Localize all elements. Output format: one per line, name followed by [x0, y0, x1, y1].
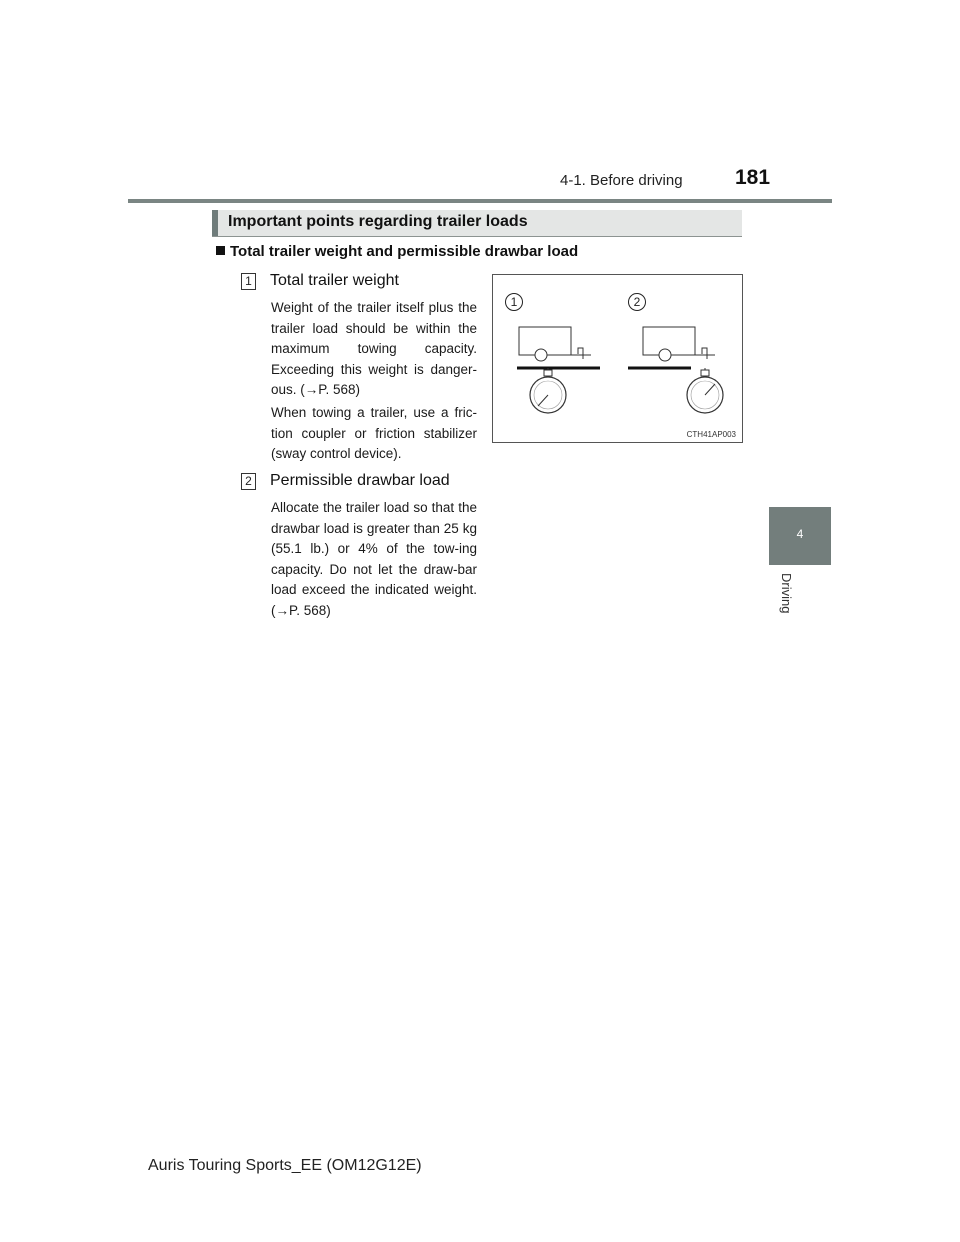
figure-code: CTH41AP003: [686, 430, 736, 439]
chapter-number: 4: [796, 527, 804, 541]
footer-model: Auris Touring Sports_EE (OM12G12E): [148, 1157, 422, 1174]
section-bar-accent: [212, 210, 218, 236]
subheading-text: Total trailer weight and permissible drawbar load: [230, 243, 579, 260]
chapter-tab: [769, 507, 831, 565]
callout-1-label: 1: [510, 295, 518, 309]
item-1-paragraph-1: Weight of the trailer itself plus the trailer load should be within the maximum towing capacity. Exceeding this weight is danger-ous. (→P. 568): [271, 300, 477, 397]
callout-1: [506, 294, 523, 311]
square-bullet-icon: [216, 246, 225, 255]
trailer-diagram: [492, 274, 743, 443]
callout-2-label: 2: [633, 295, 641, 309]
item-1-paragraph-2: When towing a trailer, use a fric-tion coupler or friction stabilizer (sway control device).: [271, 405, 477, 461]
section-title: Important points regarding trailer loads: [228, 213, 528, 230]
header-rule: [128, 199, 832, 203]
item-2-paragraph-1: Allocate the trailer load so that the drawbar load is greater than 25 kg (55.1 lb.) or 4% of the tow-ing capacity. Do not let the draw-bar load exceed the indicated weight. (→P. 568): [271, 500, 477, 618]
item-number-2: 2: [241, 473, 256, 490]
trailer-scenario-1: [517, 327, 600, 413]
item-title-1: Total trailer weight: [270, 272, 399, 289]
section-header: 4-1. Before driving: [560, 172, 683, 189]
chapter-label-text: Driving: [779, 573, 794, 614]
trailer-diagram-svg: [493, 275, 742, 442]
page-number: 181: [735, 166, 771, 189]
chapter-label: [776, 573, 798, 653]
item-title-2: Permissible drawbar load: [270, 472, 450, 489]
callout-2: [629, 294, 646, 311]
subheading: [216, 243, 578, 260]
section-title-bar: [212, 210, 742, 237]
item-number-1: 1: [241, 273, 256, 290]
trailer-scenario-2: [628, 327, 723, 413]
